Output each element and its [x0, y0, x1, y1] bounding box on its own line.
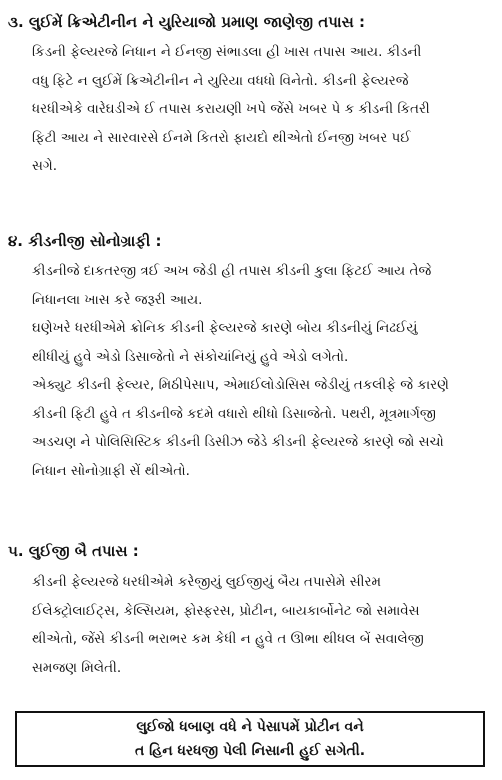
- section-paragraph-sonography-chronic: [32, 314, 492, 371]
- section-heading-blood-tests: ૫. લુઈજી બૈ તપાસ :: [8, 542, 139, 560]
- text-line: સમજણ મિલેતી.: [32, 659, 122, 676]
- text-line: થીએતો, જેંસે કીડની ભરાભર કમ કેધી ન હુવે ત ઊભા થીધલ બેં સવાલેજી: [32, 631, 424, 647]
- section-paragraph-sonography-intro: [32, 257, 492, 314]
- text-line: વધુ ફિટે ન લુઈમેં ક્રિએટીનીન ને યુરિયા વધધો વિનેતો. કીડની ફેલ્યરજે: [32, 72, 409, 89]
- text-line: સગે.: [32, 158, 58, 174]
- text-line: અડચણ ને પોલિસિસ્ટિક કીડની ડિસીઝ જેડે કીડની ફેલ્યરજે કારણે જો સચો: [32, 434, 444, 450]
- highlight-note-box: [15, 711, 485, 767]
- section-paragraph-sonography-acute: [32, 371, 492, 485]
- section-heading-sonography: ૪. કીડનીજી સોનોગ્રાફી :: [8, 232, 162, 250]
- text-line: થીધીયું હુવે એડો ડિસાજેતો ને સંકોચાંનિયું હુવે એડો લગેતો.: [32, 348, 349, 365]
- text-line: નિધાન સોનોગ્રાફી સેં થીએતો.: [32, 462, 190, 479]
- text-line: કીડની ફેલ્યરજે ધરધીએમે કરેજીયું લુઈજીયું બૈય તપાસેમે સીરમ: [32, 574, 382, 590]
- note-line-2: ત હિન ધરધજી પેલી નિસાની હુઈ સગેતી.: [134, 743, 366, 759]
- text-line: ધરધીએકે વારેઘડીએ ઈ તપાસ કરાયણી ખપે જેંસે ખબર પે ક કીડની કિતરી: [32, 101, 430, 117]
- text-line: ઈલેક્ટ્રોલાઈટ્સ, કેલ્સિયમ, ફોસ્ફરસ, પ્રોટીન, બાયકાર્બોનેટ જો સમાવેસ: [32, 602, 420, 619]
- text-line: ઘણેખરે ધરધીએમે ક્રોનિક કીડની ફેલ્યરજે કારણે બોય કીડનીયું નિઢઈયું: [32, 320, 418, 336]
- text-line: કિડની ફેલ્યરજે નિધાન ને ઈનજી સંભાડલા હી ખાસ તપાસ આય. કીડની: [32, 44, 422, 60]
- text-line: એક્યુટ કીડની ફેલ્યર, મિઠીપેસાપ, એમાઈલોડોસિસ જેડીયું તકલીફે જે કારણે: [32, 377, 449, 393]
- text-line: કીડનીજે દાકતરજી ત્રઈ અખ જેડી હી તપાસ કીડની કુલા ફિટઈ આય તેજે: [32, 263, 432, 279]
- section-paragraph-creatinine-urea: [32, 38, 492, 181]
- section-heading-creatinine-urea: ૩. લુઈમેં ક્રિએટીનીન ને યુરિયાજો પ્રમાણ જાણેજી તપાસ :: [8, 13, 365, 31]
- text-line: નિધાનલા ખાસ કરે જરૂરી આય.: [32, 291, 203, 308]
- text-line: કીડની ફિટી હુવે ત કીડનીજે કદમે વધારો થીધો ડિસાજેતો. પથરી, મૂત્રમાર્ગજી: [32, 405, 436, 422]
- section-paragraph-blood-tests: [32, 568, 492, 682]
- text-line: ફિટી આય ને સારવારસે ઈનમે કિતરો ફાયદો થીએતો ઈનજી ખબર પઈ: [32, 129, 411, 146]
- note-line-1: લુઈજો ધબાણ વધે ને પેસાપમેં પ્રોટીન વને: [136, 719, 364, 735]
